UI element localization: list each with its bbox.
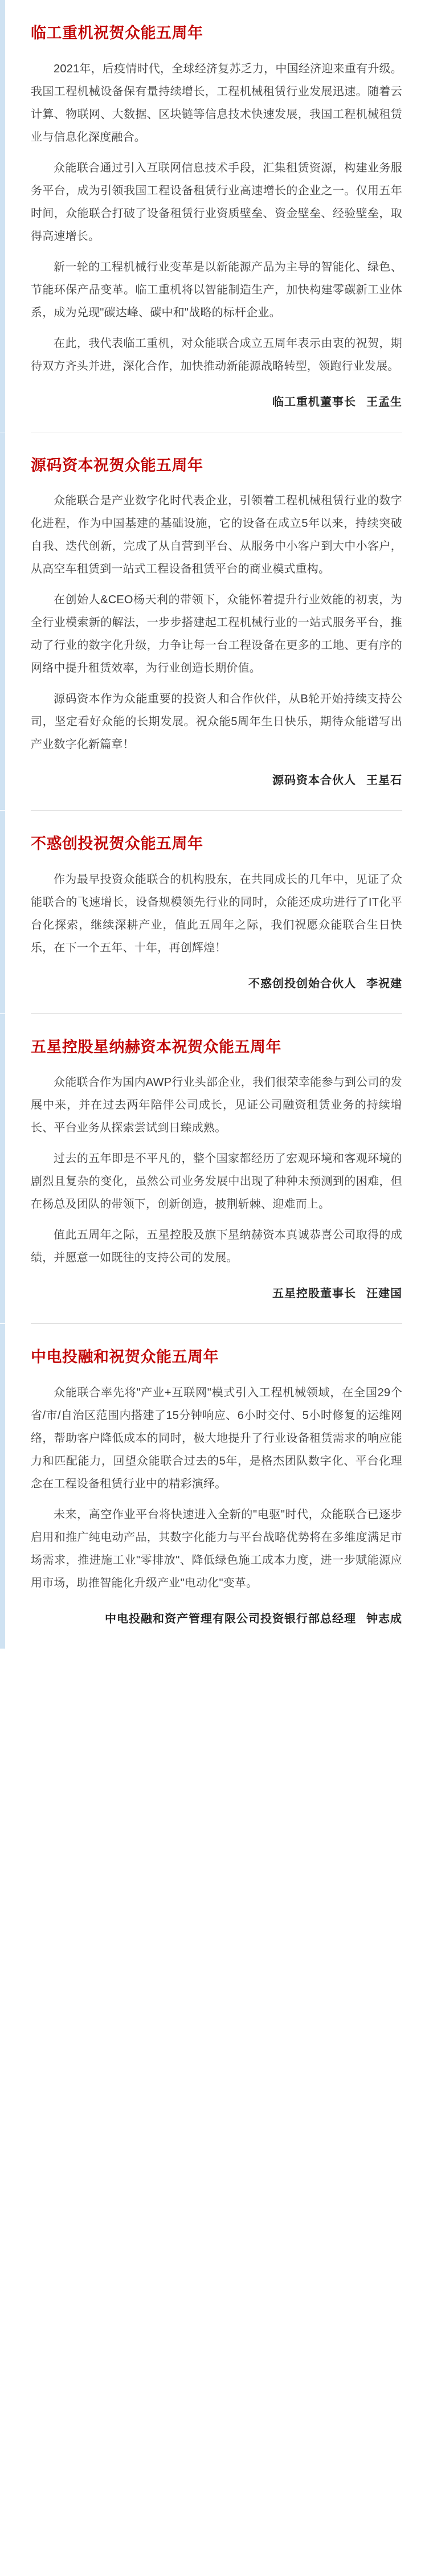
paragraph: 过去的五年即是不平凡的，整个国家都经历了宏观环境和客观环境的剧烈且复杂的变化，虽然公司业务发展中出现了种种未预测到的困难，但在杨总及团队的带领下，创新创造，披荆斩棘、迎难而上。: [31, 1152, 402, 1211]
paragraph: 众能联合作为国内AWP行业头部企业，我们很荣幸能参与到公司的发展中来，并在过去两年陪伴公司成长，见证公司融资租赁业务的持续增长、平台业务从探索尝试到日臻成熟。: [31, 1076, 402, 1134]
signature-name: 李祝建: [366, 977, 402, 990]
signature: [31, 392, 402, 409]
signature-role: 中电投融和资产管理有限公司投资银行部总经理: [105, 1612, 356, 1625]
paragraph: 2021年，后疫情时代，全球经济复苏乏力，中国经济迎来重有升级。我国工程机械设备保有量持续增长，工程机械租赁行业发展迅速。随着云计算、物联网、大数据、区块链等信息技术快速发展，我国工程机械租赁业与信息化深度融合。: [31, 62, 402, 144]
signature-role: 五星控股董事长: [272, 1287, 356, 1300]
section-title: 中电投融和祝贺众能五周年: [31, 1348, 219, 1365]
signature: [31, 1609, 402, 1626]
paragraph: 值此五周年之际，五星控股及旗下星纳赫资本真诚恭喜公司取得的成绩，并愿意一如既往的支持公司的发展。: [31, 1229, 402, 1264]
signature-name: 王星石: [366, 774, 402, 787]
section-lingong: [0, 0, 433, 432]
signature-role: 临工重机董事长: [272, 395, 356, 408]
signature-name: 王孟生: [366, 395, 402, 408]
section-yuanma: [0, 432, 433, 811]
paragraph: 在创始人&CEO杨天利的带领下，众能怀着提升行业效能的初衷，为全行业模索新的解法，一步步搭建起工程机械行业的一站式服务平台，推动了行业的数字化升级，力争让每一台工程设备在更多的工地、更有序的网络中提升租赁效率，为行业创造长期价值。: [31, 594, 402, 674]
paragraph: 作为最早投资众能联合的机构股东，在共同成长的几年中，见证了众能联合的飞速增长，设备规模领先行业的同时，众能还成功进行了IT化平台化探索，继续深耕产业，值此五周年之际，我们祝愿众能联合生日快乐，在下一个五年、十年，再创辉煌！: [31, 873, 402, 954]
signature-role: 源码资本合伙人: [272, 774, 356, 787]
paragraph: 众能联合通过引入互联网信息技术手段，汇集租赁资源，构建业务服务平台，成为引领我国工程设备租赁行业高速增长的企业之一。仅用五年时间，众能联合打破了设备租赁行业资质壁垒、资金壁垒、经验壁垒，取得高速增长。: [31, 161, 402, 243]
signature-role: 不惑创投创始合伙人: [248, 977, 356, 990]
paragraph: 在此，我代表临工重机，对众能联合成立五周年表示由衷的祝贺，期待双方齐头并进，深化合作，加快推动新能源战略转型，领跑行业发展。: [31, 337, 402, 373]
paragraph: 源码资本作为众能重要的投资人和合作伙伴，从B轮开始持续支持公司，坚定看好众能的长期发展。祝众能5周年生日快乐，期待众能谱写出产业数字化新篇章！: [31, 693, 402, 751]
section-title: 临工重机祝贺众能五周年: [31, 24, 203, 42]
section-title: 不惑创投祝贺众能五周年: [31, 835, 203, 852]
section-wuxing: [0, 1014, 433, 1324]
paragraph: 众能联合是产业数字化时代表企业，引领着工程机械租赁行业的数字化进程，作为中国基建的基础设施，它的设备在成立5年以来，持续突破自我、迭代创新，完成了从自营到平台、从服务中小客户到大中小客户，从高空车租赁到一站式工程设备租赁平台的商业模式重构。: [31, 494, 402, 575]
section-buhuo: [0, 811, 433, 1013]
signature: [31, 1284, 402, 1301]
section-title: 五星控股星纳赫资本祝贺众能五周年: [31, 1038, 281, 1056]
section-zhongdian: [0, 1324, 433, 1649]
paragraph: 新一轮的工程机械行业变革是以新能源产品为主导的智能化、绿色、节能环保产品变革。临工重机将以智能制造生产，加快构建零碳新工业体系，成为兑现"碳达峰、碳中和"战略的标杆企业。: [31, 260, 402, 319]
signature: [31, 771, 402, 787]
section-title: 源码资本祝贺众能五周年: [31, 456, 203, 474]
signature-name: 汪建国: [366, 1287, 402, 1300]
signature: [31, 974, 402, 991]
paragraph: 众能联合率先将"产业+互联网"模式引入工程机械领域，在全国29个省/市/自治区范围内搭建了15分钟响应、6小时交付、5小时修复的运维网络，帮助客户降低成本的同时，极大地提升了行业设备租赁需求的响应能力和匹配能力，回望众能联合过去的5年，是格杰团队数字化、平台化理念在工程设备租赁行业中的精彩演绎。: [31, 1386, 402, 1490]
signature-name: 钟志成: [366, 1612, 402, 1625]
paragraph: 未来，高空作业平台将快速进入全新的"电驱"时代，众能联合已逐步启用和推广纯电动产品，其数字化能力与平台战略优势将在多维度满足市场需求，推进施工业"零排放"、降低绿色施工成本力度，进一步赋能源应用市场，助推智能化升级产业"电动化"变革。: [31, 1508, 402, 1589]
